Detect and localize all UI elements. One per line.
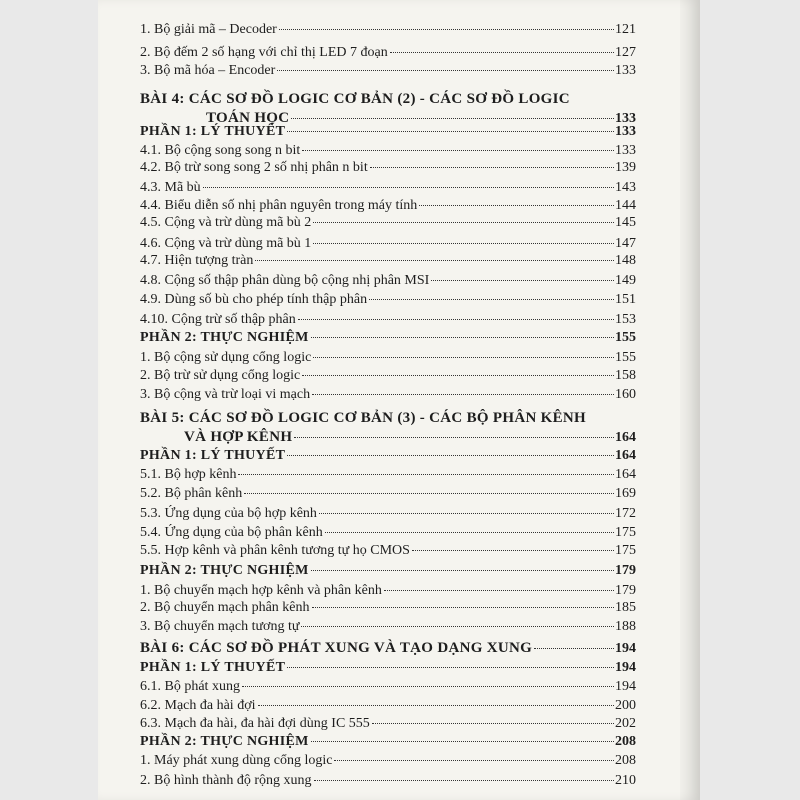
dot-leader — [311, 337, 614, 338]
toc-lesson-heading — [140, 640, 636, 657]
toc-entry-label: 4.1. Bộ cộng song song n bit — [140, 143, 301, 158]
page-edge-shadow — [680, 0, 700, 800]
toc-entry-label: 4.8. Cộng số thập phân dùng bộ cộng nhị phân MSI — [140, 273, 430, 288]
toc-page-number: 194 — [615, 660, 636, 675]
toc-entry — [140, 350, 636, 366]
toc-page-number: 155 — [615, 350, 636, 365]
dot-leader — [325, 532, 614, 533]
dot-leader — [384, 590, 614, 591]
toc-page-number: 127 — [615, 45, 636, 60]
toc-page-number: 164 — [615, 467, 636, 482]
toc-entry-label: 3. Bộ chuyển mạch tương tự — [140, 619, 300, 634]
dot-leader — [314, 780, 615, 781]
toc-entry — [140, 619, 636, 635]
toc-page-number: 194 — [615, 679, 636, 694]
toc-entry-label: 4.10. Cộng trừ số thập phân — [140, 312, 296, 327]
dot-leader — [301, 626, 614, 627]
toc-entry-label: 2. Bộ trừ sử dụng cổng logic — [140, 368, 301, 383]
toc-entry-label: 4.2. Bộ trừ song song 2 số nhị phân n bit — [140, 160, 368, 175]
toc-page-number: 179 — [615, 583, 636, 598]
toc-entry — [140, 45, 636, 61]
dot-leader — [238, 474, 614, 475]
toc-entry-label: PHẦN 2: THỰC NGHIỆM — [140, 563, 309, 578]
toc-entry-label: PHẦN 1: LÝ THUYẾT — [140, 124, 286, 139]
toc-page-number: 210 — [615, 773, 636, 788]
toc-page-number: 121 — [615, 22, 636, 37]
dot-leader — [412, 550, 614, 551]
toc-entry — [140, 753, 636, 769]
toc-entry-label: 1. Bộ cộng sử dụng cổng logic — [140, 350, 312, 365]
toc-entry-label: BÀI 5: CÁC SƠ ĐỒ LOGIC CƠ BẢN (3) - CÁC BỘ PHÂN KÊNH — [140, 410, 587, 426]
dot-leader — [334, 760, 614, 761]
toc-entry-label: 5.5. Hợp kênh và phân kênh tương tự họ CMOS — [140, 543, 410, 558]
toc-entry-label: 1. Bộ giải mã – Decoder — [140, 22, 277, 37]
toc-entry-label: BÀI 6: CÁC SƠ ĐỒ PHÁT XUNG VÀ TẠO DẠNG XUNG — [140, 640, 533, 656]
toc-entry — [140, 215, 636, 231]
toc-page-number: 175 — [615, 543, 636, 558]
toc-entry — [140, 63, 636, 79]
toc-entry-label: BÀI 4: CÁC SƠ ĐỒ LOGIC CƠ BẢN (2) - CÁC SƠ ĐỒ LOGIC — [140, 91, 570, 107]
toc-page-number: 145 — [615, 215, 636, 230]
toc-lesson-heading — [140, 410, 586, 427]
toc-entry-label: PHẦN 2: THỰC NGHIỆM — [140, 734, 309, 749]
toc-entry-label: 6.3. Mạch đa hài, đa hài đợi dùng IC 555 — [140, 716, 370, 731]
toc-page-number: 175 — [615, 525, 636, 540]
toc-entry-label: 4.3. Mã bù — [140, 180, 201, 195]
dot-leader — [312, 607, 614, 608]
dot-leader — [372, 723, 614, 724]
dot-leader — [255, 260, 614, 261]
toc-heading-continuation: VÀ HỢP KÊNH — [184, 429, 293, 445]
toc-part-heading — [140, 330, 636, 346]
toc-entry — [140, 600, 636, 616]
toc-entry-label: 2. Bộ hình thành độ rộng xung — [140, 773, 312, 788]
dot-leader — [298, 319, 614, 320]
dot-leader — [369, 299, 614, 300]
toc-page-number: 153 — [615, 312, 636, 327]
toc-entry-label: PHẦN 1: LÝ THUYẾT — [140, 660, 286, 675]
dot-leader — [203, 187, 614, 188]
toc-page-number: 172 — [615, 506, 636, 521]
toc-entry — [140, 236, 636, 252]
toc-entry-label: 4.9. Dùng số bù cho phép tính thập phân — [140, 292, 368, 307]
toc-page-number: 148 — [615, 253, 636, 268]
toc-page-number: 179 — [615, 563, 636, 578]
toc-page-number: 202 — [615, 716, 636, 731]
toc-entry — [140, 253, 636, 269]
toc-entry — [140, 22, 636, 38]
toc-entry — [140, 143, 636, 159]
dot-leader — [390, 52, 614, 53]
toc-page-number: 169 — [615, 486, 636, 501]
toc-page-number: 200 — [615, 698, 636, 713]
dot-leader — [287, 667, 614, 668]
dot-leader — [294, 437, 614, 438]
toc-entry — [140, 716, 636, 732]
toc-entry-label: 6.1. Bộ phát xung — [140, 679, 240, 694]
dot-leader — [242, 686, 614, 687]
dot-leader — [370, 167, 614, 168]
toc-entry — [140, 698, 636, 714]
toc-entry-label: 5.4. Ứng dụng của bộ phân kênh — [140, 525, 323, 540]
toc-entry-label: 2. Bộ đếm 2 số hạng với chỉ thị LED 7 đoạn — [140, 45, 388, 60]
toc-entry-label: 5.1. Bộ hợp kênh — [140, 467, 237, 482]
toc-part-heading — [140, 660, 636, 676]
toc-entry — [140, 198, 636, 214]
toc-page-number: 194 — [615, 641, 636, 656]
toc-entry — [140, 486, 636, 502]
dot-leader — [277, 70, 614, 71]
toc-page-number: 164 — [615, 448, 636, 463]
toc-entry — [140, 292, 636, 308]
dot-leader — [313, 243, 614, 244]
dot-leader — [313, 357, 614, 358]
dot-leader — [244, 493, 614, 494]
toc-entry — [140, 506, 636, 522]
toc-entry — [140, 543, 636, 559]
toc-entry-label: 3. Bộ cộng và trừ loại vi mạch — [140, 387, 311, 402]
toc-part-heading — [140, 448, 636, 464]
toc-page-number: 133 — [615, 111, 636, 126]
toc-entry — [140, 525, 636, 541]
toc-entry-label: 2. Bộ chuyển mạch phân kênh — [140, 600, 310, 615]
dot-leader — [311, 741, 614, 742]
toc-entry-label: PHẦN 2: THỰC NGHIỆM — [140, 330, 309, 345]
toc-page-number: 208 — [615, 734, 636, 749]
toc-entry — [140, 773, 636, 789]
toc-entry-label: 4.6. Cộng và trừ dùng mã bù 1 — [140, 236, 312, 251]
toc-entry-label: PHẦN 1: LÝ THUYẾT — [140, 448, 286, 463]
dot-leader — [312, 394, 614, 395]
dot-leader — [287, 455, 614, 456]
dot-leader — [431, 280, 614, 281]
toc-page-number: 188 — [615, 619, 636, 634]
toc-entry-label: 5.2. Bộ phân kênh — [140, 486, 243, 501]
toc-page-number: 144 — [615, 198, 636, 213]
toc-entry-label: 3. Bộ mã hóa – Encoder — [140, 63, 276, 78]
toc-entry — [140, 368, 636, 384]
dot-leader — [313, 222, 614, 223]
toc-page-number: 143 — [615, 180, 636, 195]
toc-part-heading — [140, 563, 636, 579]
toc-lesson-heading — [140, 429, 636, 446]
toc-page-number: 158 — [615, 368, 636, 383]
toc-entry-label: 4.5. Cộng và trừ dùng mã bù 2 — [140, 215, 312, 230]
toc-part-heading — [140, 734, 636, 750]
dot-leader — [311, 570, 614, 571]
dot-leader — [419, 205, 614, 206]
dot-leader — [287, 131, 614, 132]
toc-entry-label: 6.2. Mạch đa hài đợi — [140, 698, 256, 713]
toc-part-heading — [140, 124, 636, 140]
toc-entry-label: 4.7. Hiện tượng tràn — [140, 253, 254, 268]
toc-lesson-heading — [140, 91, 570, 108]
toc-entry — [140, 312, 636, 328]
toc-page-number: 133 — [615, 63, 636, 78]
toc-page-number: 185 — [615, 600, 636, 615]
toc-entry — [140, 467, 636, 483]
toc-entry-label: 1. Bộ chuyển mạch hợp kênh và phân kênh — [140, 583, 382, 598]
toc-page-number: 155 — [615, 330, 636, 345]
toc-entry-label: 5.3. Ứng dụng của bộ hợp kênh — [140, 506, 317, 521]
toc-page-number: 149 — [615, 273, 636, 288]
toc-heading-continuation: TOÁN HỌC — [206, 110, 290, 126]
toc-page-number: 139 — [615, 160, 636, 175]
dot-leader — [302, 150, 614, 151]
toc-page-number: 208 — [615, 753, 636, 768]
toc-page-number: 160 — [615, 387, 636, 402]
dot-leader — [319, 513, 614, 514]
toc-entry — [140, 160, 636, 176]
dot-leader — [291, 118, 614, 119]
toc-entry — [140, 583, 636, 599]
dot-leader — [279, 29, 614, 30]
toc-page-number: 133 — [615, 143, 636, 158]
toc-page-number: 164 — [615, 430, 636, 445]
dot-leader — [302, 375, 614, 376]
toc-page-number: 147 — [615, 236, 636, 251]
toc-page-number: 133 — [615, 124, 636, 139]
toc-page-number: 151 — [615, 292, 636, 307]
toc-entry — [140, 273, 636, 289]
toc-entry-label: 1. Máy phát xung dùng cổng logic — [140, 753, 333, 768]
toc-entry — [140, 387, 636, 403]
toc-entry — [140, 180, 636, 196]
dot-leader — [534, 648, 614, 649]
dot-leader — [258, 705, 615, 706]
toc-entry — [140, 679, 636, 695]
toc-entry-label: 4.4. Biểu diễn số nhị phân nguyên trong máy tính — [140, 198, 418, 213]
